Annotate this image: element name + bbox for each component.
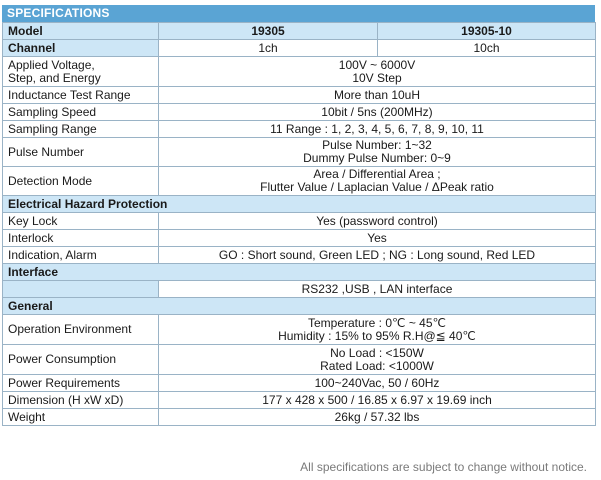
spec-label-line: Operation Environment [8, 322, 132, 336]
spec-value: Yes (password control) [159, 213, 596, 230]
spec-row [3, 315, 596, 345]
spec-value [159, 167, 596, 196]
channel-a: 1ch [159, 40, 378, 57]
spec-value [159, 315, 596, 345]
spec-table [2, 22, 596, 426]
spec-row [3, 345, 596, 375]
spec-row [3, 213, 596, 230]
spec-label [3, 87, 159, 104]
spec-row [3, 138, 596, 167]
channel-b: 10ch [378, 40, 596, 57]
section-title-electrical: Electrical Hazard Protection [3, 196, 596, 213]
spec-value [159, 392, 596, 409]
spec-label [3, 121, 159, 138]
spec-label-line: Sampling Speed [8, 104, 97, 119]
spec-banner: SPECIFICATIONS [2, 5, 595, 22]
section-interface [3, 264, 596, 281]
interface-row [3, 281, 596, 298]
spec-value [159, 57, 596, 87]
spec-value-line: 11 Range : 1, 2, 3, 4, 5, 6, 7, 8, 9, 10, 11 [270, 121, 484, 136]
spec-label: Interlock [3, 230, 159, 247]
spec-value [159, 104, 596, 121]
spec-value-line: Area / Differential Area ; [313, 167, 441, 181]
spec-value [159, 409, 596, 426]
spec-row [3, 247, 596, 264]
spec-label-line: Weight [8, 409, 46, 424]
spec-value-line: Temperature : 0℃ ~ 45℃ [307, 315, 447, 330]
spec-label-line: Inductance Test Range [8, 87, 131, 102]
spec-label [3, 104, 159, 121]
spec-value-line: Flutter Value / Laplacian Value / ΔPeak ratio [260, 180, 494, 194]
spec-label-line: Pulse Number [8, 144, 85, 159]
header-row [3, 23, 596, 40]
spec-value-line: 10bit / 5ns (200MHz) [321, 104, 433, 119]
channel-row [3, 40, 596, 57]
spec-value [159, 375, 596, 392]
spec-label-line: Power Requirements [8, 375, 121, 390]
section-title-general: General [3, 298, 596, 315]
spec-row [3, 392, 596, 409]
model-a: 19305 [159, 23, 378, 40]
spec-label [3, 315, 159, 345]
spec-value [159, 138, 596, 167]
section-general [3, 298, 596, 315]
spec-value-line: Rated Load: <1000W [320, 358, 434, 373]
spec-row [3, 57, 596, 87]
spec-label-line: Detection Mode [8, 173, 93, 188]
spec-label [3, 409, 159, 426]
spec-label [3, 138, 159, 167]
spec-value-line: 100V ~ 6000V [338, 57, 416, 72]
interface-blank [3, 281, 159, 298]
spec-label [3, 375, 159, 392]
spec-label-line: Power Consumption [8, 352, 117, 366]
spec-value-line: No Load : <150W [330, 345, 424, 360]
channel-label: Channel [3, 40, 159, 57]
spec-label: Key Lock [3, 213, 159, 230]
spec-label [3, 57, 159, 87]
model-b: 19305-10 [378, 23, 596, 40]
spec-value-line: More than 10uH [333, 87, 421, 102]
model-label: Model [3, 23, 159, 40]
section-electrical [3, 196, 596, 213]
spec-value-line: Pulse Number: 1~32 [322, 138, 432, 152]
footnote: All specifications are subject to change without notice. [300, 460, 587, 474]
spec-label [3, 345, 159, 375]
spec-label [3, 167, 159, 196]
section-title-interface: Interface [3, 264, 596, 281]
interface-value: RS232 ,USB , LAN interface [159, 281, 596, 298]
spec-value [159, 87, 596, 104]
spec-value-line: 10V Step [352, 70, 402, 85]
spec-value-line: 177 x 428 x 500 / 16.85 x 6.97 x 19.69 inch [262, 392, 492, 407]
spec-sheet [2, 5, 595, 474]
spec-label [3, 392, 159, 409]
spec-row [3, 104, 596, 121]
spec-row [3, 167, 596, 196]
spec-label-line: Sampling Range [8, 121, 97, 136]
spec-value [159, 345, 596, 375]
spec-row [3, 375, 596, 392]
spec-value-line: 26kg / 57.32 lbs [334, 409, 420, 424]
spec-row [3, 87, 596, 104]
spec-value: GO : Short sound, Green LED ; NG : Long sound, Red LED [159, 247, 596, 264]
spec-value-line: 100~240Vac, 50 / 60Hz [314, 375, 440, 390]
spec-row [3, 409, 596, 426]
spec-value-line: Humidity : 15% to 95% R.H@≦ 40℃ [278, 328, 476, 343]
spec-label: Indication, Alarm [3, 247, 159, 264]
spec-label-line: Step, and Energy [8, 70, 101, 85]
spec-label-line: Applied Voltage, [8, 57, 95, 72]
spec-row [3, 121, 596, 138]
spec-value: Yes [159, 230, 596, 247]
spec-value [159, 121, 596, 138]
spec-value-line: Dummy Pulse Number: 0~9 [303, 151, 451, 165]
spec-row [3, 230, 596, 247]
spec-label-line: Dimension (H xW xD) [8, 392, 124, 407]
